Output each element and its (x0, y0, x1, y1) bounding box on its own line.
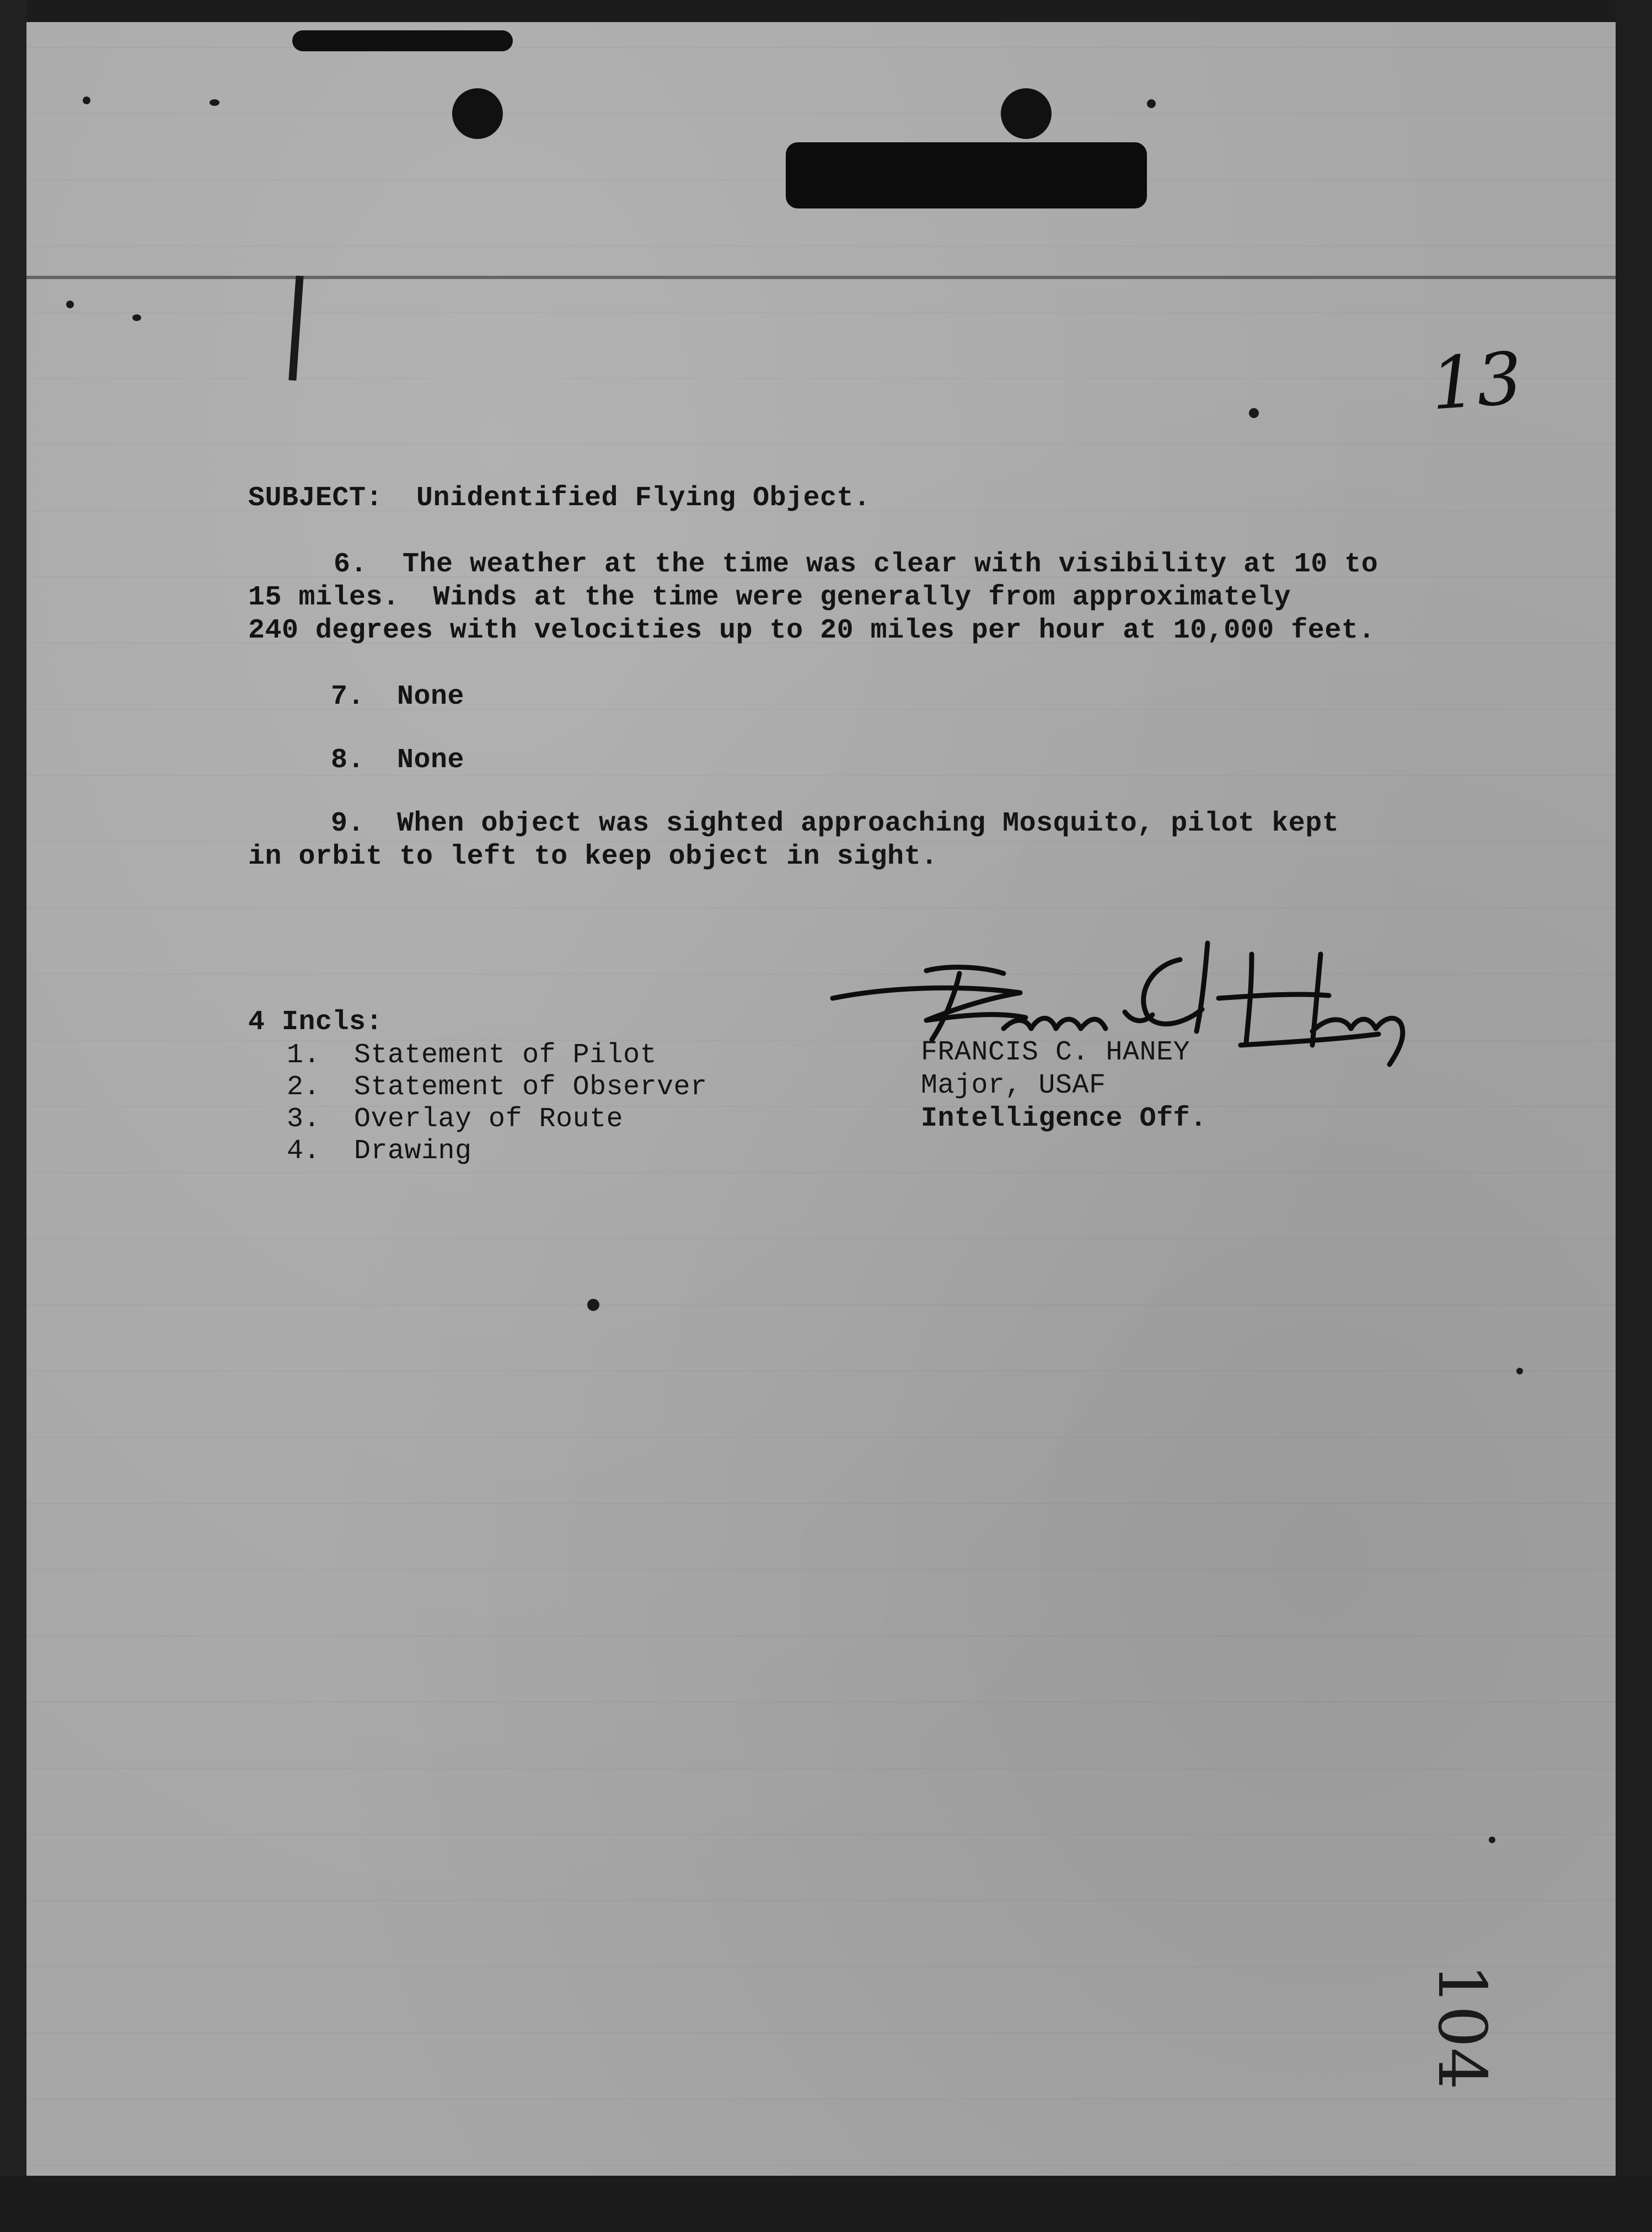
paragraph-line: None (397, 745, 465, 776)
inclosures-heading: 4 Incls: (248, 1007, 383, 1038)
scan-border-bottom (0, 2176, 1652, 2232)
paragraph-number: 8. (331, 745, 365, 776)
inclosure-item: 2. Statement of Observer (287, 1072, 707, 1103)
paragraph-number: 9. (331, 808, 365, 839)
speck (1489, 1837, 1495, 1843)
paragraph-line: None (397, 681, 465, 713)
speck (66, 301, 74, 308)
paragraph-number: 6. (334, 549, 368, 580)
speck (1249, 408, 1259, 418)
paragraph-line: When object was sighted approaching Mosquito, pilot kept (397, 808, 1339, 839)
margin-bracket (288, 276, 303, 381)
ink-smudge (292, 30, 513, 51)
inclosure-item: 1. Statement of Pilot (287, 1040, 657, 1071)
speck (83, 97, 90, 104)
paragraph-line: in orbit to left to keep object in sight. (248, 841, 938, 873)
signer-name: FRANCIS C. HANEY (921, 1037, 1190, 1068)
margin-stamp: 104 (1423, 1963, 1500, 2090)
scan-border-top (0, 0, 1652, 22)
paragraph-line: 240 degrees with velocities up to 20 miles per hour at 10,000 feet. (248, 615, 1375, 646)
paragraph-number: 7. (331, 681, 365, 713)
speck (1147, 99, 1156, 108)
signer-title: Intelligence Off. (921, 1103, 1207, 1134)
inclosure-item: 3. Overlay of Route (287, 1104, 624, 1135)
scan-border-left (0, 0, 26, 2232)
subject-value: Unidentified Flying Object. (416, 483, 871, 514)
redaction-bar (786, 142, 1147, 208)
punch-hole-left (452, 88, 503, 139)
scan-border-right (1616, 0, 1652, 2232)
speck (1516, 1368, 1523, 1374)
signer-rank: Major, USAF (921, 1070, 1106, 1101)
page-number: 13 (1428, 336, 1525, 426)
fold-line (26, 276, 1616, 279)
paragraph-line: The weather at the time was clear with visibility at 10 to (403, 549, 1379, 580)
punch-hole-right (1001, 88, 1052, 139)
speck (587, 1299, 599, 1311)
speck (210, 99, 219, 106)
subject-label: SUBJECT: (248, 483, 383, 514)
inclosure-item: 4. Drawing (287, 1136, 472, 1167)
speck (132, 314, 141, 321)
paragraph-line: 15 miles. Winds at the time were generally from approximately (248, 582, 1291, 613)
